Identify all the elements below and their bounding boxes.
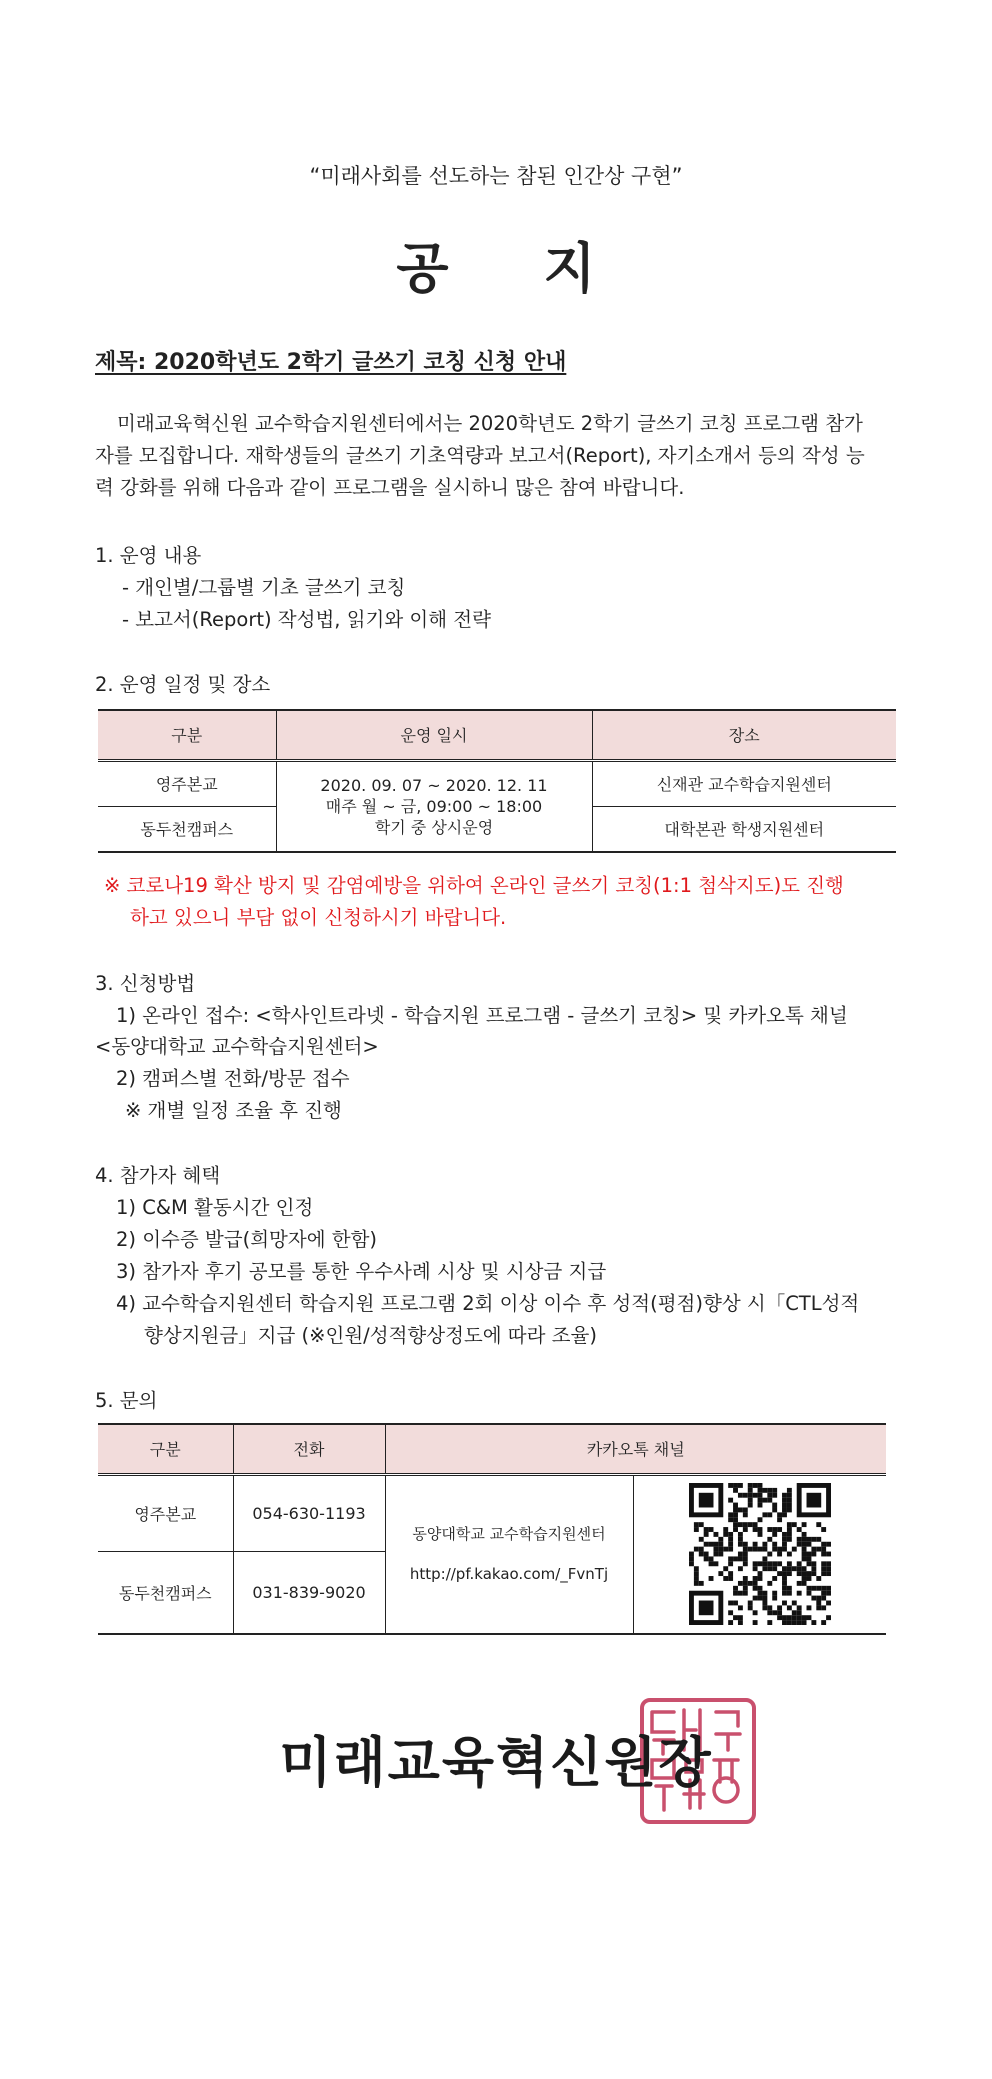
section-1-item: - 보고서(Report) 작성법, 읽기와 이해 전략 [122,608,491,631]
apply-note: ※ 개별 일정 조율 후 진행 [125,1099,342,1122]
section-1-item: - 개인별/그룹별 기초 글쓰기 코칭 [122,576,406,599]
section-1-heading: 1. 운영 내용 [95,544,202,567]
schedule-hours: 매주 월 ~ 금, 09:00 ~ 18:00 [325,796,543,816]
schedule-period: 2020. 09. 07 ~ 2020. 12. 11 [320,775,548,795]
benefit-item: 4) 교수학습지원센터 학습지원 프로그램 2회 이상 이수 후 성적(평점)향상 시「CTL성적 [116,1292,860,1315]
campus-cell: 영주본교 [134,1504,197,1524]
subject-title: 제목: 2020학년도 2학기 글쓰기 코칭 신청 안내 [95,350,567,375]
phone-cell[interactable]: 031-839-9020 [233,1551,385,1634]
benefit-item: 3) 참가자 후기 공모를 통한 우수사례 시상 및 시상금 지급 [116,1260,607,1283]
header-division: 구분 [171,726,203,746]
benefit-item: 향상지원금」지급 (※인원/성적향상정도에 따라 조율) [144,1324,597,1347]
qr-cell [633,1474,886,1634]
intro-line-3: 력 강화를 위해 다음과 같이 프로그램을 실시하니 많은 참여 바랍니다. [95,476,685,499]
place-cell: 대학본관 학생지원센터 [664,820,825,840]
qr-code-icon[interactable] [689,1483,831,1625]
campus-cell: 영주본교 [155,775,218,794]
section-3-heading: 3. 신청방법 [95,972,196,995]
intro-paragraph [95,408,903,504]
header-schedule: 운영 일시 [276,710,592,760]
slogan: “미래사회를 선도하는 참된 인간상 구현” [309,164,683,188]
header-place: 장소 [728,726,760,746]
benefit-item: 1) C&M 활동시간 인정 [116,1196,314,1219]
header-phone: 전화 [233,1424,385,1474]
campus-cell: 동두천캠퍼스 [140,820,234,840]
schedule-table [98,709,896,853]
section-2-heading: 2. 운영 일정 및 장소 [95,673,271,696]
kakao-channel-cell [385,1474,633,1634]
notice-title: 공 지 [396,237,634,300]
section-4-heading: 4. 참가자 혜택 [95,1164,221,1187]
phone-cell[interactable]: 054-630-1193 [233,1474,385,1551]
place-cell: 신재관 교수학습지원센터 [656,775,832,794]
intro-line-2: 자를 모집합니다. 재학생들의 글쓰기 기초역량과 보고서(Report), 자기소개서 등의 작성 능 [95,444,865,467]
header-kakao: 카카오톡 채널 [586,1440,685,1460]
covid-note-line-2: 하고 있으니 부담 없이 신청하시기 바랍니다. [130,906,507,929]
schedule-cell [276,760,592,852]
apply-online: 1) 온라인 접수: <학사인트라넷 - 학습지원 프로그램 - 글쓰기 코칭> 및 카카오톡 채널 [116,1004,848,1027]
benefit-item: 2) 이수증 발급(희망자에 한함) [116,1228,378,1251]
signature: 미래교육혁신원장 [279,1731,713,1794]
intro-line-1: 미래교육혁신원 교수학습지원센터에서는 2020학년도 2학기 글쓰기 코칭 프로그램 참가 [117,412,863,435]
header-division: 구분 [149,1440,181,1460]
section-5-heading: 5. 문의 [95,1389,158,1412]
kakao-channel-name: 동양대학교 교수학습지원센터 [412,1525,606,1544]
kakao-channel-link[interactable]: http://pf.kakao.com/_FvnTj [409,1565,609,1584]
apply-visit: 2) 캠퍼스별 전화/방문 접수 [116,1067,350,1090]
schedule-note: 학기 중 상시운영 [374,817,494,837]
campus-cell: 동두천캠퍼스 [118,1583,212,1603]
apply-online-channel: <동양대학교 교수학습지원센터> [95,1035,379,1058]
contact-table [98,1423,886,1635]
covid-note-line-1: ※ 코로나19 확산 방지 및 감염예방을 위하여 온라인 글쓰기 코칭(1:1 첨삭지도)도 진행 [104,874,844,897]
